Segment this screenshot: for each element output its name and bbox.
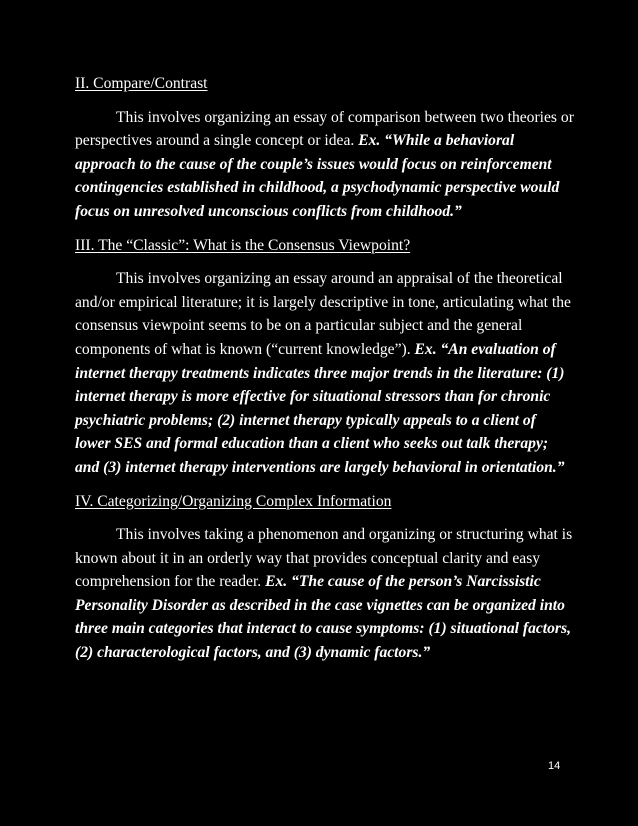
example-text: “The cause of the person’s Narcissistic Personality Disorder as described in the case vignettes can be organized into three main categories that interact to cause symptoms: (1) situational factors, (2) characterological factors, and (3) dynamic factors.” — [75, 573, 571, 662]
paragraph-body-text: This involves taking a phenomenon and organizing or structuring what is known about it in an orderly way that provides conceptual clarity and easy comprehension for the reader. — [75, 526, 573, 591]
section-heading-compare-contrast: II. Compare/Contrast — [75, 75, 208, 92]
example-label: Ex. — [265, 573, 288, 591]
page-number: 14 — [548, 760, 561, 772]
example-text: “An evaluation of internet therapy treatments indicates three major trends in the literature: (1) internet therapy is more effective for situational stressors than for chronic psychiatric problems; (2) internet therapy typically appeals to a client of lower SES and formal education than a client who seeks out talk therapy; and (3) internet therapy interventions are largely behavioral in orientation.” — [75, 340, 565, 476]
paragraph-body-text: This involves organizing an essay of comparison between two theories or perspectives around a single concept or idea. — [75, 108, 574, 150]
section-heading-categorizing: IV. Categorizing/Organizing Complex Information — [75, 492, 392, 510]
section-heading-consensus-viewpoint: III. The “Classic”: What is the Consensus Viewpoint? — [75, 236, 411, 254]
section-paragraph-compare-contrast — [75, 106, 575, 224]
section-paragraph-categorizing — [75, 523, 575, 665]
document-page — [75, 72, 575, 665]
paragraph-body-text: This involves organizing an essay around an appraisal of the theoretical and/or empirical literature; it is largely descriptive in tone, articulating what the consensus viewpoint seems to be on a particular subject and the general components of what is known (“current knowledge”). — [75, 270, 571, 358]
example-text: “While a behavioral approach to the cause of the couple’s issues would focus on reinforcement contingencies established in childhood, a psychodynamic perspective would focus on unresolved unconscious conflicts from childhood.” — [75, 132, 560, 220]
example-label: Ex. — [414, 340, 437, 358]
section-paragraph-consensus-viewpoint — [75, 267, 575, 479]
example-label: Ex. — [358, 132, 381, 150]
